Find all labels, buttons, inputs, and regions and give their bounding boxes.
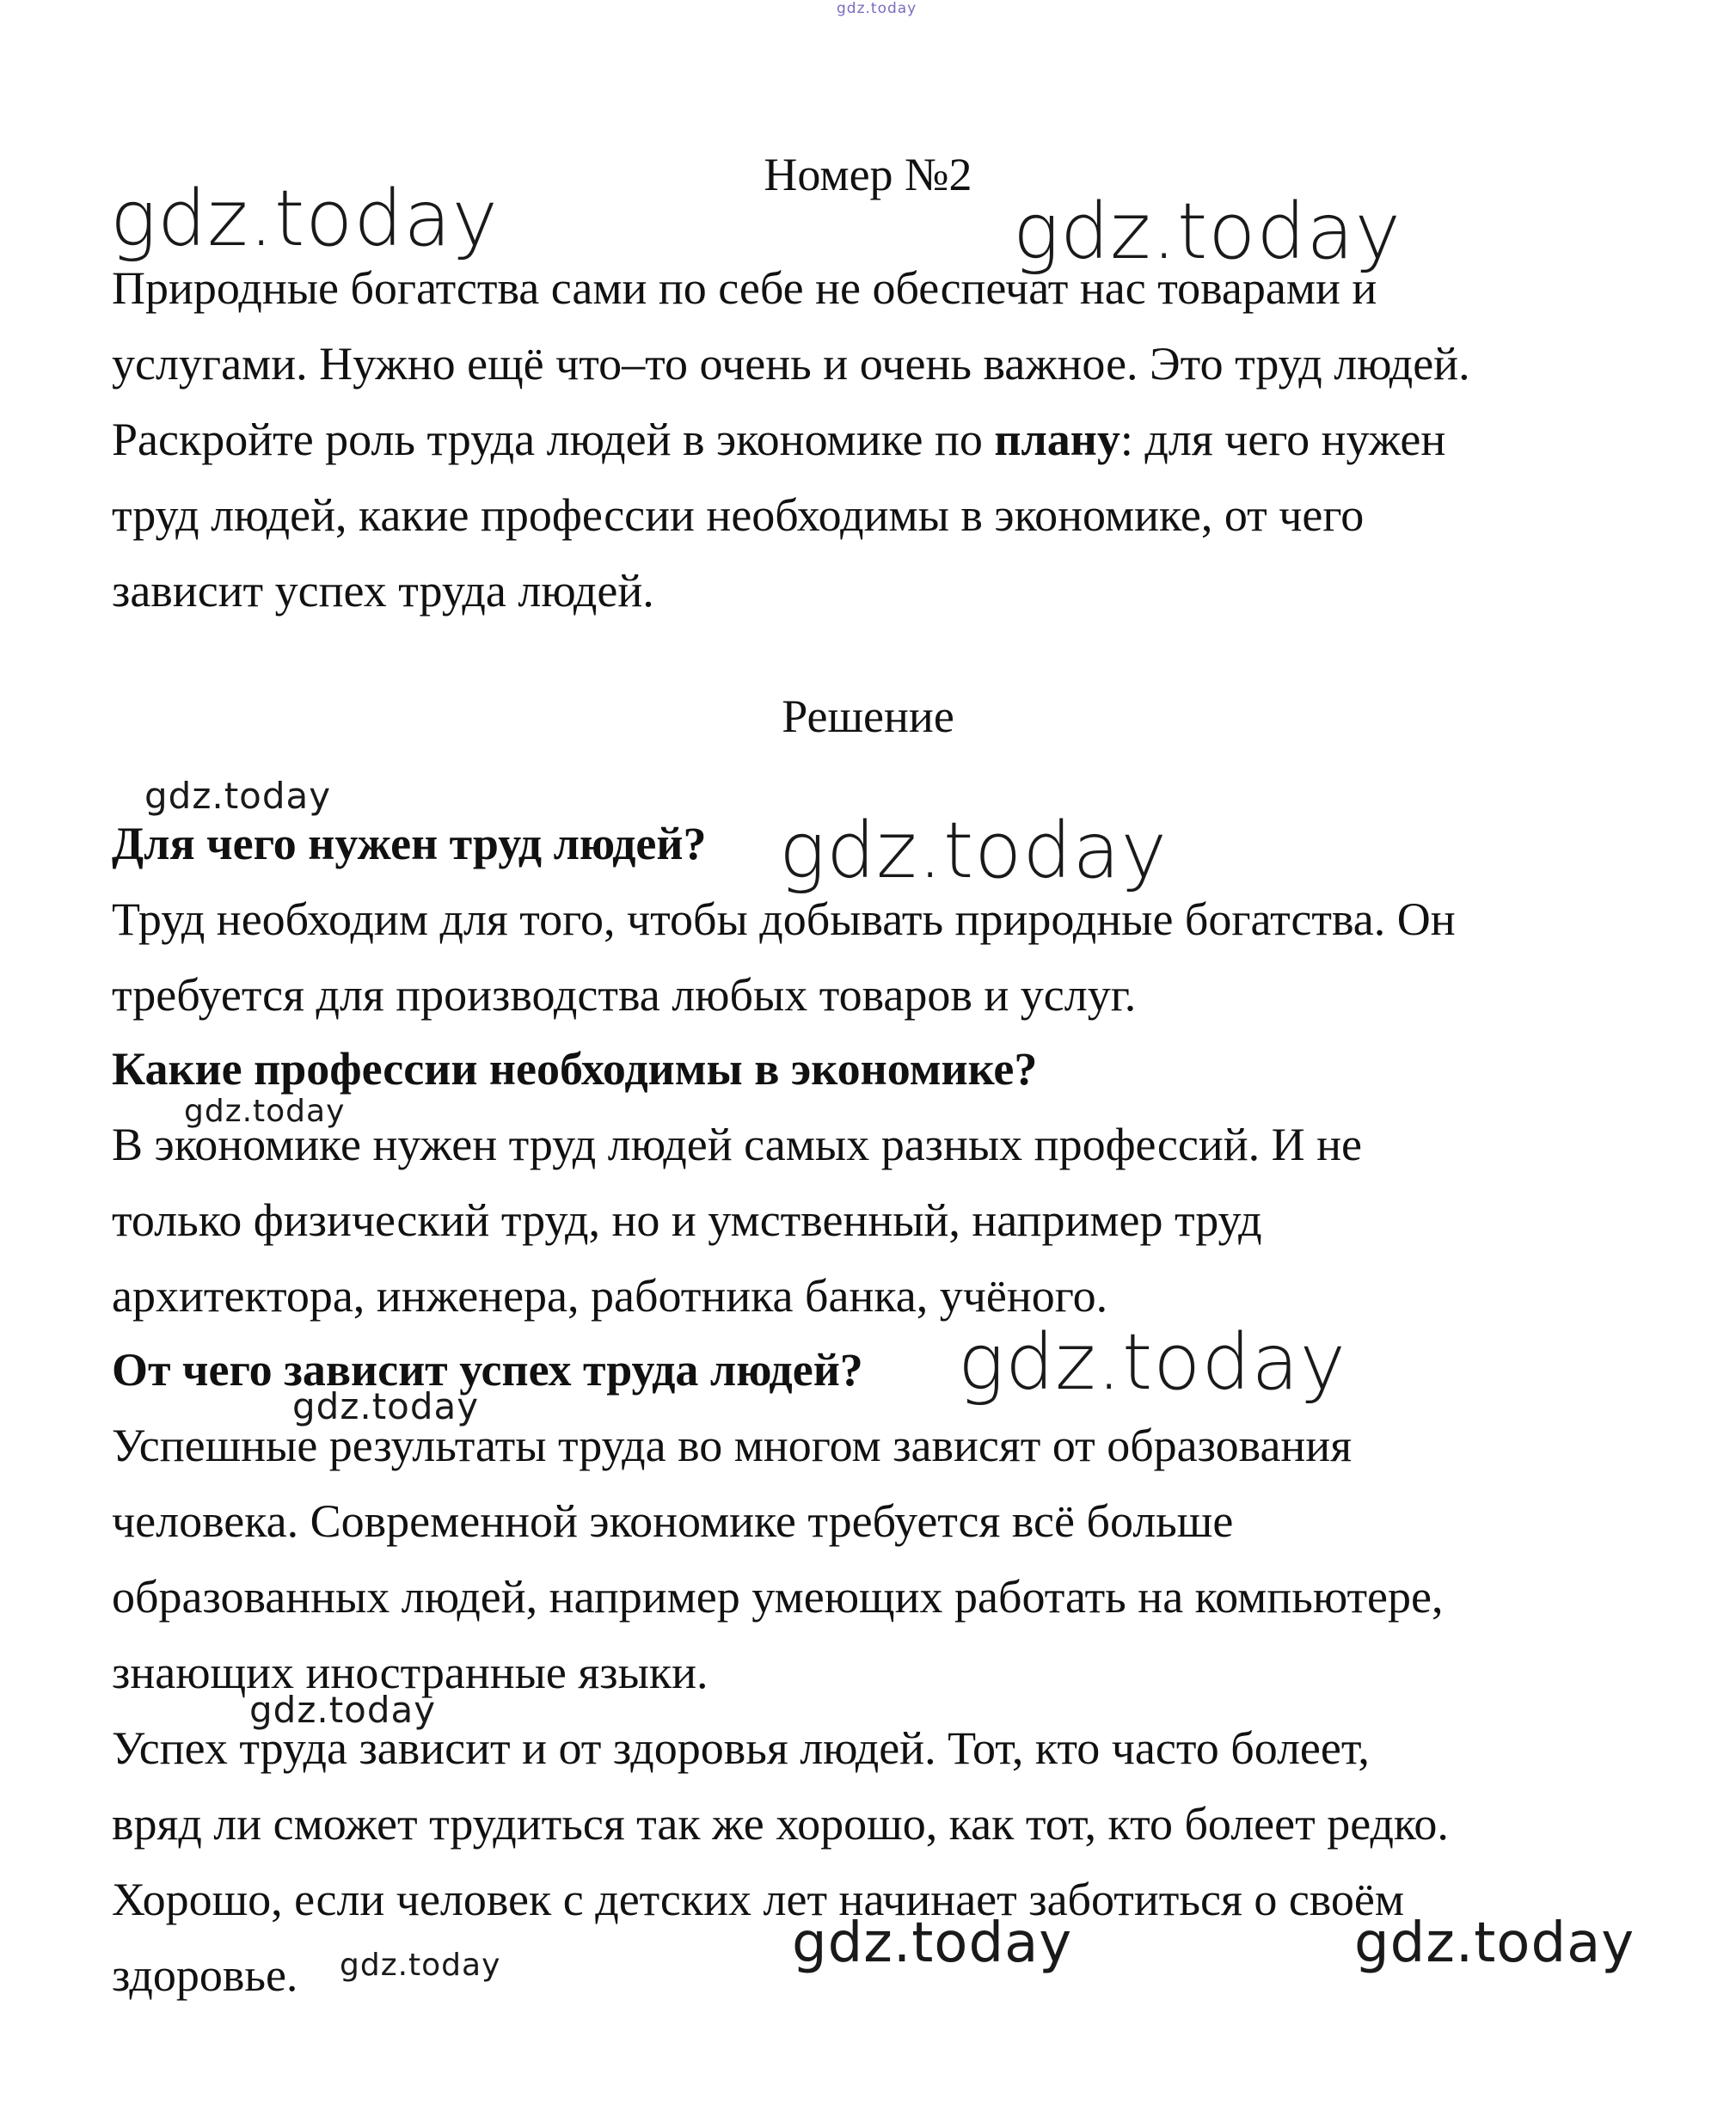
answer-line: только физический труд, но и умственный, например труд (112, 1194, 1262, 1246)
watermark: gdz.today (779, 806, 1168, 896)
watermark: gdz.today (1013, 187, 1402, 277)
question-heading: От чего зависит успех труда людей? (112, 1344, 863, 1396)
answer-line: вряд ли сможет трудиться так же хорошо, как тот, кто болеет редко. (112, 1798, 1449, 1850)
task-line (112, 416, 1445, 463)
solution-title: Решение (782, 690, 954, 742)
answer-line: Успех труда зависит и от здоровья людей. Тот, кто часто болеет, (112, 1722, 1370, 1774)
answer-line: образованных людей, например умеющих работать на компьютере, (112, 1571, 1444, 1623)
task-line: зависит успех труда людей. (112, 565, 654, 617)
watermark: gdz.today (292, 1385, 480, 1427)
answer-line: здоровье. (112, 1949, 298, 2001)
answer-line: человека. Современной экономике требуется всё больше (112, 1495, 1234, 1547)
task-line: труд людей, какие профессии необходимы в экономике, от чего (112, 489, 1365, 541)
watermark: gdz.today (110, 174, 499, 264)
answer-line: Хорошо, если человек с детских лет начинает заботиться о своём (112, 1874, 1405, 1925)
task-emphasis: плану (994, 414, 1120, 465)
watermark: gdz.today (958, 1317, 1346, 1408)
answer-line: знающих иностранные языки. (112, 1647, 709, 1698)
watermark: gdz.today (144, 775, 332, 817)
question-heading: Какие профессии необходимы в экономике? (112, 1043, 1038, 1095)
watermark: gdz.today (249, 1689, 437, 1731)
watermark: gdz.today (792, 1911, 1073, 1975)
question-heading: Для чего нужен труд людей? (112, 818, 707, 869)
task-line: Природные богатства сами по себе не обеспечат нас товарами и (112, 262, 1377, 314)
watermark: gdz.today (837, 0, 917, 17)
answer-line: требуется для производства любых товаров и услуг. (112, 969, 1137, 1021)
answer-line: Успешные результаты труда во многом зависят от образования (112, 1420, 1353, 1471)
watermark: gdz.today (340, 1948, 501, 1983)
watermark: gdz.today (184, 1094, 346, 1129)
task-text: Раскройте роль труда людей в экономике по (112, 414, 995, 465)
answer-line: Труд необходим для того, чтобы добывать природные богатства. Он (112, 893, 1456, 945)
task-line: услугами. Нужно ещё что–то очень и очень важное. Это труд людей. (112, 338, 1470, 390)
task-text: : для чего нужен (1120, 414, 1446, 465)
answer-line: архитектора, инженера, работника банка, учёного. (112, 1270, 1108, 1322)
answer-line: В экономике нужен труд людей самых разных профессий. И не (112, 1119, 1362, 1170)
page-title: Номер №2 (764, 149, 972, 200)
watermark: gdz.today (1354, 1911, 1635, 1975)
